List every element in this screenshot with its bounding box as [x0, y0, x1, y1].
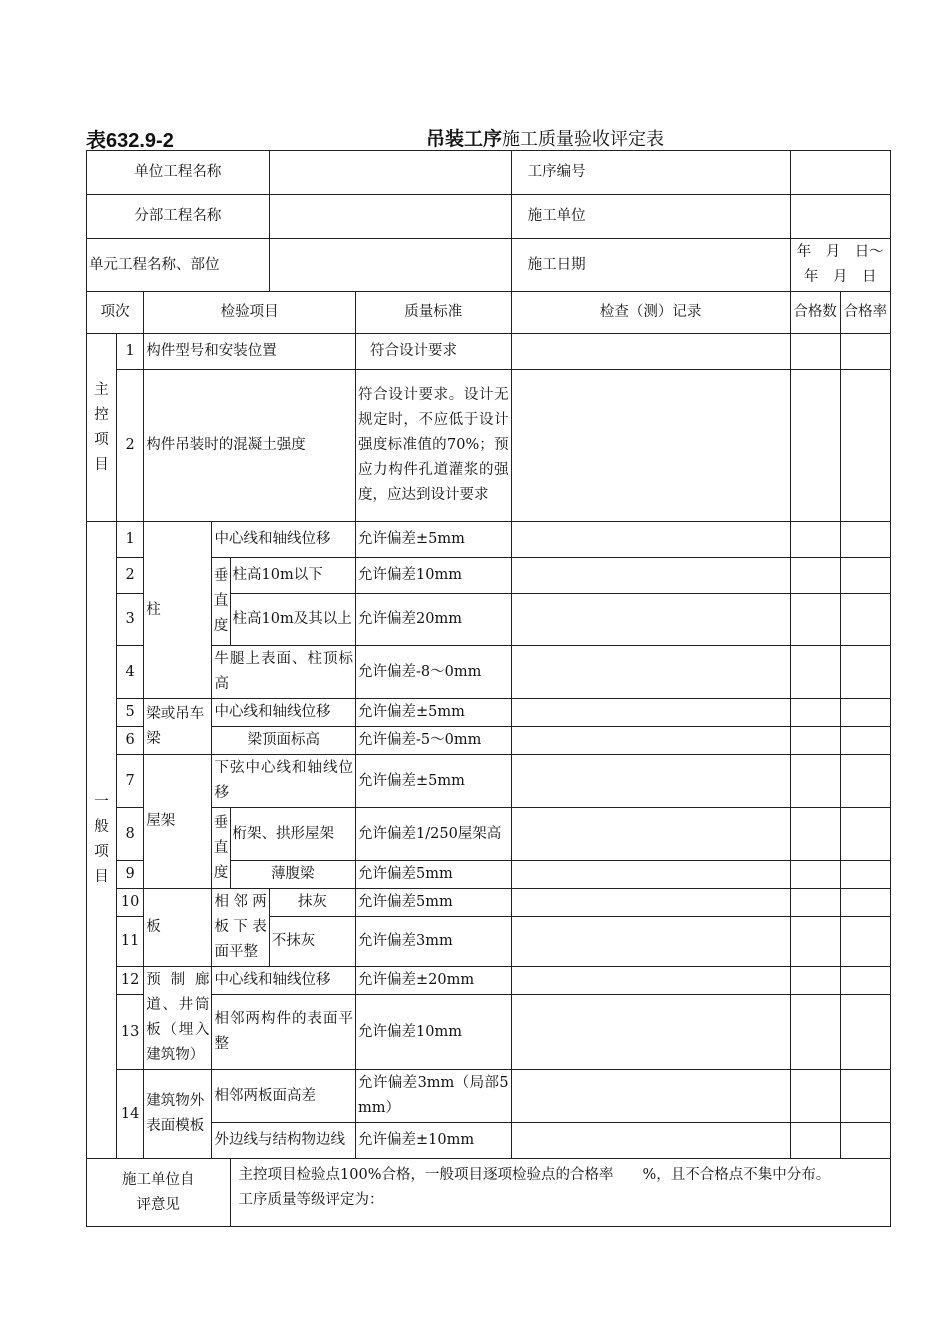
gen-row-6-count[interactable] [790, 727, 840, 755]
gen-row-6-record[interactable] [511, 727, 790, 755]
gen-row-1-rate[interactable] [840, 522, 890, 558]
main-row-1-count[interactable] [790, 334, 840, 370]
slab-label: 板 [144, 889, 212, 967]
gen-row-7-rate[interactable] [840, 755, 890, 808]
gen-row-13-item: 相邻两构件的表面平整 [212, 995, 356, 1070]
self-assessment-note[interactable] [230, 1159, 890, 1227]
contractor-cell [511, 195, 790, 239]
vertical-label: 垂直度 [212, 558, 230, 646]
gen-row-14b-rate[interactable] [840, 1123, 890, 1159]
col-standard: 质量标准 [356, 292, 512, 334]
self-assessment-line-2: 工序质量等级评定为： [238, 1192, 384, 1208]
gen-row-13-no: 13 [117, 995, 144, 1070]
gen-row-11-no: 11 [117, 917, 144, 967]
main-row-1-record[interactable] [511, 334, 790, 370]
gen-row-11-count[interactable] [790, 917, 840, 967]
col-item-no: 项次 [87, 292, 144, 334]
gen-row-13-rate[interactable] [840, 995, 890, 1070]
unit-project-label: 单位工程名称 [87, 151, 270, 195]
gen-row-8-std: 允许偏差1/250屋架高 [356, 808, 512, 861]
gen-row-11-record[interactable] [511, 917, 790, 967]
group-general: 一般项目 [87, 522, 117, 1159]
gen-row-12-record[interactable] [511, 967, 790, 995]
gen-row-10-std: 允许偏差5mm [356, 889, 512, 917]
gen-row-12-rate[interactable] [840, 967, 890, 995]
gen-row-11-rate[interactable] [840, 917, 890, 967]
gen-row-8-record[interactable] [511, 808, 790, 861]
gen-row-14-no: 14 [117, 1070, 144, 1159]
col-check-item: 检验项目 [144, 292, 356, 334]
beam-label: 梁或吊车梁 [144, 699, 212, 755]
main-row-1-no: 1 [117, 334, 144, 370]
gen-row-14a-std: 允许偏差3mm（局部5mm） [356, 1070, 512, 1123]
gen-row-3-count[interactable] [790, 594, 840, 646]
gen-row-9-std: 允许偏差5mm [356, 861, 512, 889]
gen-row-3-std: 允许偏差20mm [356, 594, 512, 646]
form-heading [426, 124, 664, 151]
inspection-table [86, 150, 913, 1227]
process-no-field[interactable] [790, 151, 890, 195]
unit-project-field[interactable] [269, 151, 511, 195]
main-row-2-count[interactable] [790, 370, 840, 522]
gen-row-7-no: 7 [117, 755, 144, 808]
main-row-2-rate[interactable] [840, 370, 890, 522]
date-cell [511, 239, 790, 292]
gen-row-10-record[interactable] [511, 889, 790, 917]
element-project-field[interactable] [269, 239, 511, 292]
gen-row-11-item: 不抹灰 [269, 917, 355, 967]
form-heading-rest: 施工质量验收评定表 [502, 129, 665, 150]
gen-row-4-std: 允许偏差-8～0mm [356, 646, 512, 699]
gen-row-12-item: 中心线和轴线位移 [212, 967, 356, 995]
gen-row-14a-item: 相邻两板面高差 [212, 1070, 356, 1123]
col-pass-rate: 合格率 [840, 292, 890, 334]
form-code: 表632.9-2 [86, 130, 174, 152]
sub-project-field[interactable] [269, 195, 511, 239]
date-value: 年 月 日～ 年 月 日 [790, 239, 890, 292]
contractor-field[interactable] [790, 195, 890, 239]
col-pass-count: 合格数 [790, 292, 840, 334]
gen-row-13-std: 允许偏差10mm [356, 995, 512, 1070]
gen-row-8-item: 桁架、拱形屋架 [230, 808, 356, 861]
gen-row-1-no: 1 [117, 522, 144, 558]
gen-row-13-record[interactable] [511, 995, 790, 1070]
group-main: 主控项目 [87, 334, 117, 522]
gen-row-9-no: 9 [117, 861, 144, 889]
column-label: 柱 [144, 522, 212, 699]
sub-project-label: 分部工程名称 [87, 195, 270, 239]
flatness-label: 相邻两板下表面平整 [212, 889, 269, 967]
gen-row-14a-rate[interactable] [840, 1070, 890, 1123]
gen-row-8-rate[interactable] [840, 808, 890, 861]
formwork-label: 建筑物外表面模板 [144, 1070, 212, 1159]
main-row-1-item: 构件型号和安装位置 [144, 334, 356, 370]
col-record: 检查（测）记录 [511, 292, 790, 334]
gen-row-2-std: 允许偏差10mm [356, 558, 512, 594]
gen-row-9-rate[interactable] [840, 861, 890, 889]
gen-row-14b-item: 外边线与结构物边线 [212, 1123, 356, 1159]
gen-row-9-record[interactable] [511, 861, 790, 889]
gen-row-13-count[interactable] [790, 995, 840, 1070]
gen-row-7-record[interactable] [511, 755, 790, 808]
gen-row-5-std: 允许偏差±5mm [356, 699, 512, 727]
gen-row-9-count[interactable] [790, 861, 840, 889]
main-row-1-rate[interactable] [840, 334, 890, 370]
gen-row-6-no: 6 [117, 727, 144, 755]
gen-row-8-count[interactable] [790, 808, 840, 861]
gen-row-5-item: 中心线和轴线位移 [212, 699, 356, 727]
gen-row-6-std: 允许偏差-5～0mm [356, 727, 512, 755]
gen-row-14a-count[interactable] [790, 1070, 840, 1123]
gen-row-12-no: 12 [117, 967, 144, 995]
gen-row-5-record[interactable] [511, 699, 790, 727]
self-assessment-line-1: 主控项目检验点100%合格，一般项目逐项检验点的合格率 %，且不合格点不集中分布。 [238, 1167, 831, 1183]
main-row-2-item: 构件吊装时的混凝土强度 [144, 370, 356, 522]
main-row-2-no: 2 [117, 370, 144, 522]
gen-row-6-rate[interactable] [840, 727, 890, 755]
form-heading-bold: 吊装工序 [426, 129, 503, 150]
gen-row-2-item: 柱高10m以下 [230, 558, 356, 594]
precast-label: 预制廊道、井筒板（埋入建筑物） [144, 967, 212, 1070]
gen-row-12-std: 允许偏差±20mm [356, 967, 512, 995]
gen-row-4-no: 4 [117, 646, 144, 699]
gen-row-12-count[interactable] [790, 967, 840, 995]
gen-row-10-rate[interactable] [840, 889, 890, 917]
gen-row-11-std: 允许偏差3mm [356, 917, 512, 967]
form-title [86, 124, 890, 150]
gen-row-5-no: 5 [117, 699, 144, 727]
main-row-2-std: 符合设计要求。设计无规定时，不应低于设计强度标准值的70%；预应力构件孔道灌浆的强度，应达到设计要求 [356, 370, 512, 522]
vertical-label-2: 垂直度 [212, 808, 230, 889]
gen-row-4-rate[interactable] [840, 646, 890, 699]
gen-row-8-no: 8 [117, 808, 144, 861]
gen-row-2-record[interactable] [511, 558, 790, 594]
contractor-label: 施工单位 [527, 208, 586, 224]
gen-row-4-item: 牛腿上表面、柱顶标高 [212, 646, 356, 699]
gen-row-7-std: 允许偏差±5mm [356, 755, 512, 808]
element-project-label: 单元工程名称、部位 [87, 239, 270, 292]
gen-row-9-item: 薄腹梁 [230, 861, 356, 889]
gen-row-4-record[interactable] [511, 646, 790, 699]
gen-row-7-count[interactable] [790, 755, 840, 808]
main-row-2-record[interactable] [511, 370, 790, 522]
gen-row-2-count[interactable] [790, 558, 840, 594]
gen-row-10-count[interactable] [790, 889, 840, 917]
gen-row-5-count[interactable] [790, 699, 840, 727]
process-no-label: 工序编号 [527, 164, 586, 180]
gen-row-3-item: 柱高10m及其以上 [230, 594, 356, 646]
gen-row-4-count[interactable] [790, 646, 840, 699]
truss-label: 屋架 [144, 755, 212, 889]
gen-row-1-record[interactable] [511, 522, 790, 558]
gen-row-10-item: 抹灰 [269, 889, 355, 917]
gen-row-14b-count[interactable] [790, 1123, 840, 1159]
gen-row-2-rate[interactable] [840, 558, 890, 594]
gen-row-1-count[interactable] [790, 522, 840, 558]
date-label: 施工日期 [527, 256, 586, 273]
gen-row-7-item: 下弦中心线和轴线位移 [212, 755, 356, 808]
gen-row-5-rate[interactable] [840, 699, 890, 727]
gen-row-14b-record[interactable] [511, 1123, 790, 1159]
gen-row-3-rate[interactable] [840, 594, 890, 646]
gen-row-6-item: 梁顶面标高 [212, 727, 356, 755]
gen-row-14a-record[interactable] [511, 1070, 790, 1123]
gen-row-2-no: 2 [117, 558, 144, 594]
gen-row-10-no: 10 [117, 889, 144, 917]
main-row-1-std: 符合设计要求 [356, 334, 512, 370]
gen-row-3-no: 3 [117, 594, 144, 646]
gen-row-1-item: 中心线和轴线位移 [212, 522, 356, 558]
gen-row-1-std: 允许偏差±5mm [356, 522, 512, 558]
gen-row-3-record[interactable] [511, 594, 790, 646]
self-assessment-label: 施工单位自评意见 [87, 1159, 231, 1227]
process-no-cell [511, 151, 790, 195]
gen-row-14b-std: 允许偏差±10mm [356, 1123, 512, 1159]
